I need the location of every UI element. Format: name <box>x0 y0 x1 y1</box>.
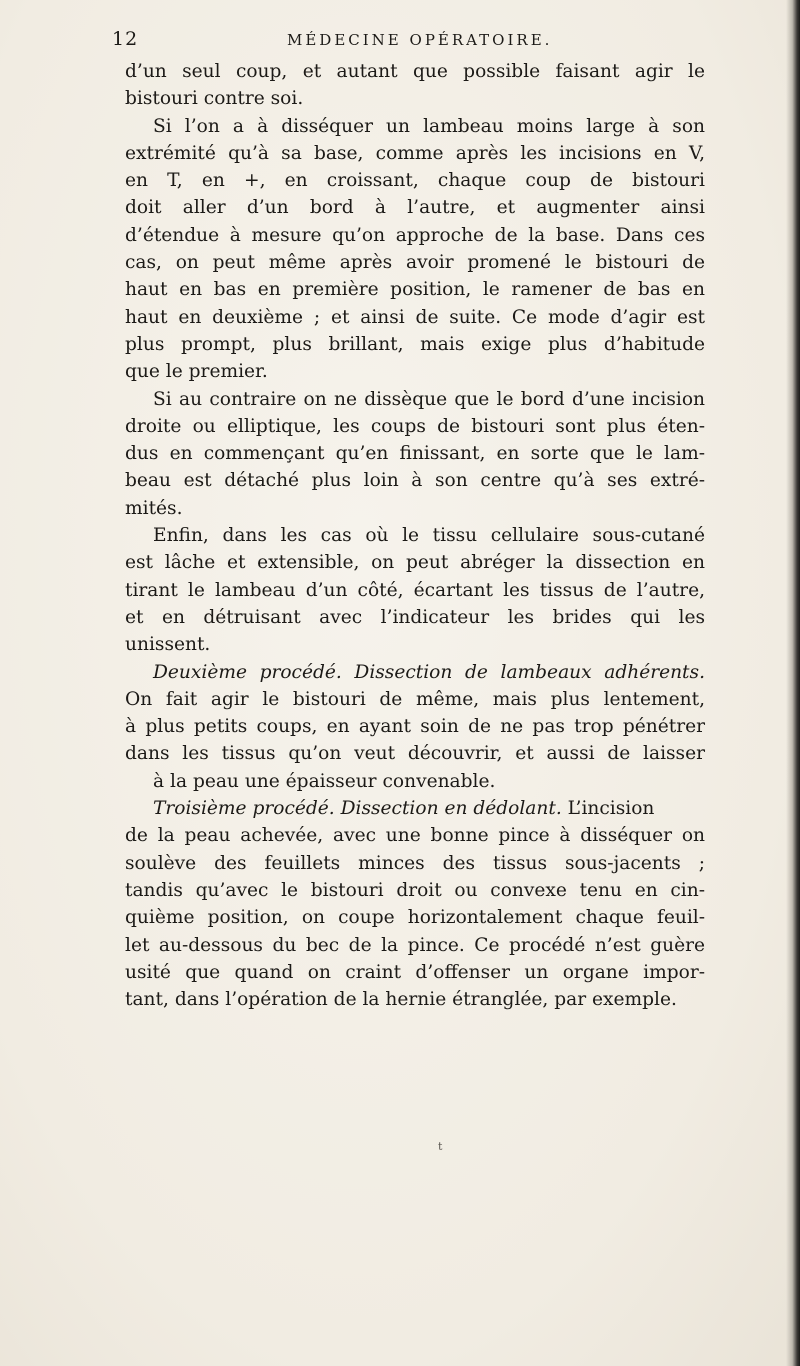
signature-mark: t <box>438 1140 443 1153</box>
text-line: beau est détaché plus loin à son centre qu’à ses extré- <box>125 470 705 492</box>
page-edge-shadow <box>786 0 800 1366</box>
text-line: On fait agir le bistouri de même, mais plus lentement, <box>125 688 705 710</box>
text-line: let au-dessous du bec de la pince. Ce procédé n’est guère <box>125 934 705 956</box>
text-line: Si l’on a à disséquer un lambeau moins large à son <box>153 115 705 137</box>
text-line: Si au contraire on ne dissèque que le bord d’une incision <box>153 388 705 410</box>
text-line: haut en deuxième ; et ainsi de suite. Ce mode d’agir est <box>125 306 705 328</box>
text-line: d’un seul coup, et autant que possible faisant agir le <box>125 61 705 82</box>
section-heading-deuxieme: Deuxième procédé. Dissection de lambeaux adhérents. <box>153 661 705 683</box>
text-line: droite ou elliptique, les coups de bistouri sont plus éten- <box>125 415 705 437</box>
text-line: de la peau achevée, avec une bonne pince à disséquer on <box>125 825 705 847</box>
section-heading-troisieme-line <box>125 795 705 822</box>
text-line: tirant le lambeau d’un côté, écartant les tissus de l’autre, <box>125 579 705 601</box>
body-text <box>125 58 705 1013</box>
text-line: Enfin, dans les cas où le tissu cellulaire sous-cutané <box>153 525 705 547</box>
text-line: tandis qu’avec le bistouri droit ou convexe tenu en cin- <box>125 879 705 901</box>
text-line: et en détruisant avec l’indicateur les brides qui les <box>125 606 705 628</box>
text-run: L’incision <box>567 798 655 820</box>
text-line: unissent. <box>125 634 211 656</box>
text-line: mités. <box>125 497 183 519</box>
text-line: usité que quand on craint d’offenser un organe impor- <box>125 961 705 983</box>
page-number: 12 <box>112 28 139 50</box>
page-header <box>112 24 712 54</box>
text-line: tant, dans l’opération de la hernie étranglée, par exemple. <box>125 989 677 1011</box>
section-heading-troisieme: Troisième procédé. Dissection en dédolant. <box>153 798 562 820</box>
text-line: soulève des feuillets minces des tissus sous-jacents ; <box>125 852 705 874</box>
running-title: MÉDECINE OPÉRATOIRE. <box>287 31 553 49</box>
text-line: quième position, on coupe horizontalement chaque feuil- <box>125 907 705 929</box>
text-line: dans les tissus qu’on veut découvrir, et aussi de laisser <box>125 743 705 765</box>
text-line: extrémité qu’à sa base, comme après les incisions en V, <box>125 142 705 164</box>
text-line: à la peau une épaisseur convenable. <box>153 770 496 792</box>
text-line: en T, en +, en croissant, chaque coup de bistouri <box>125 170 705 192</box>
text-line: cas, on peut même après avoir promené le bistouri de <box>125 252 705 274</box>
text-line: que le premier. <box>125 361 268 383</box>
text-line: plus prompt, plus brillant, mais exige plus d’habitude <box>125 333 705 355</box>
text-line: dus en commençant qu’en finissant, en sorte que le lam- <box>125 443 705 465</box>
text-line: haut en bas en première position, le ramener de bas en <box>125 279 705 301</box>
text-line: est lâche et extensible, on peut abréger la dissection en <box>125 552 705 574</box>
text-line: bistouri contre soi. <box>125 88 304 110</box>
text-line: à plus petits coups, en ayant soin de ne pas trop pénétrer <box>125 716 705 738</box>
text-line: doit aller d’un bord à l’autre, et augmenter ainsi <box>125 197 705 219</box>
text-line: d’étendue à mesure qu’on approche de la base. Dans ces <box>125 224 705 246</box>
